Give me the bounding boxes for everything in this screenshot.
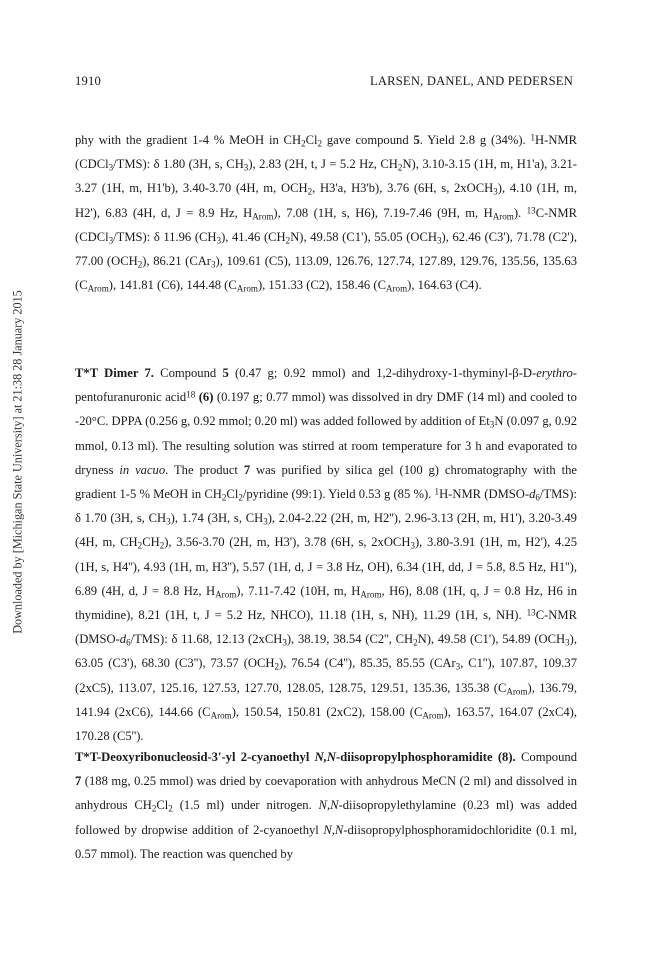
running-head: LARSEN, DANEL, AND PEDERSEN bbox=[369, 74, 573, 88]
page-number: 1910 bbox=[75, 74, 101, 88]
paragraph-dimer-7 bbox=[75, 361, 577, 748]
paragraph-text: phy with the gradient 1-4 % MeOH in $CH_2Cl_2$ gave compound 5. Yield 2.8 g (34%). $^1$H-NMR (CDCl$_3$/TMS): δ 1.80 (3H, s, $CH_3$), 2.83 (2H, t, J = 5.2 Hz, $CH_2N$), 3.10-3.15 (1H, m, H1'a), 3.21-3.27 (1H, m, H1'b), 3.40-3.70 (4H, m, $OCH_2$, H3'a, H3'b), 3.76 (6H, s, 2xOCH$_3$), 4.10 (1H, m, H2'), 6.83 (4H, d, J = 8.9 Hz, $H_{Arom}$), 7.08 (1H, s, H6), 7.19-7.46 (9H, m, $H_{Arom}$). $^{13}$C-NMR (CDCl$_3$/TMS): δ 11.96 $(CH_3)$, 41.46 $(CH_2N)$, 49.58 (C1'), 55.05 $(OCH_3)$, 62.46 (C3'), 71.78 (C2'), 77.00 $(OCH_2)$, 86.21 (CAr$_3$), 109.61 (C5), 113.09, 126.76, 127.74, 127.89, 129.76, 135.56, 135.63 $(C_{Arom})$, 141.81 (C6), 144.48 $(C_{Arom})$, 151.33 (C2), 158.46 $(C_{Arom})$, 164.63 (C4). bbox=[75, 132, 578, 294]
paragraph-text: T*T Dimer 7. Compound 5 (0.47 g; 0.92 mmol) and 1,2-dihydroxy-1-thyminyl-β-D-erythro-pentofuranuronic acid$^{18}$ (6) (0.197 g; 0.77 mmol) was dissolved in dry DMF (14 ml) and cooled to -20°C. DPPA (0.256 g, 0.92 mmol; 0.20 ml) was added followed by addition of $Et_3N$ (0.097 g, 0.92 mmol, 0.13 ml). The resulting solution was stirred at room temperature for 3 h and evaporated to dryness in vacuo. The product 7 was purified by silica gel (100 g) chromatography with the gradient 1-5 % MeOH in $CH_2Cl_2$/pyridine (99:1). Yield 0.53 g (85 %). $^1$H-NMR $(DMSO-d_6/TMS)$: δ 1.70 (3H, s, $CH_3$), 1.74 (3H, s, $CH_3$), 2.04-2.22 (2H, m, H2''), 2.96-3.13 (2H, m, H1'), 3.20-3.49 (4H, m, $CH_2CH_2$), 3.56-3.70 (2H, m, H3'), 3.78 (6H, s, 2xOCH$_3$), 3.80-3.91 (1H, m, H2'), 4.25 (1H, s, H4''), 4.93 (1H, m, H3''), 5.57 (1H, d, J = 3.8 Hz, OH), 6.34 (1H, dd, J = 5.8, 8.5 Hz, H1''), 6.89 (4H, d, J = 8.8 Hz, $H_{Arom}$), 7.11-7.42 (10H, m, $H_{Arom}$, H6), 8.08 (1H, q, J = 0.8 Hz, H6 in thymidine), 8.21 (1H, t, J = 5.2 Hz, NHCO), 11.18 (1H, s, NH), 11.29 (1H, s, NH). $^{13}$C-NMR $(DMSO-d_6/TMS)$: δ 11.68, 12.13 (2xCH$_3$), 38.19, 38.54 (C2'', $CH_2N$), 49.58 (C1'), 54.89 $(OCH_3)$, 63.05 (C3'), 68.30 (C3''), 73.57 $(OCH_2)$, 76.54 (C4''), 85.35, 85.55 (CAr$_3$, C1''), 107.87, 109.37 (2xC5), 113.07, 125.16, 127.53, 127.70, 128.05, 128.75, 129.51, 135.36, 135.38 $(C_{Arom})$, 136.79, 141.94 (2xC6), 144.66 $(C_{Arom})$, 150.54, 150.81 (2xC2), 158.00 $(C_{Arom})$, 163.57, 164.07 (2xC4), 170.28 (C5''). bbox=[75, 366, 578, 744]
paragraph-phosphoramidite-8 bbox=[75, 745, 577, 866]
download-watermark bbox=[6, 222, 30, 702]
paragraph-text: T*T-Deoxyribonucleosid-3'-yl 2-cyanoethyl N,N-diisopropylphosphoramidite (8). Compound 7 (188 mg, 0.25 mmol) was dried by coevaporation with anhydrous MeCN (2 ml) and dissolved in anhydrous $CH_2Cl_2$ (1.5 ml) under nitrogen. N,N-diisopropylethylamine (0.23 ml) was added followed by dropwise addition of 2-cyanoethyl N,N-diisopropylphosphoramidochloridite (0.1 ml, 0.57 mmol). The reaction was quenched by bbox=[75, 750, 577, 861]
paragraph-heading: T*T-Deoxyribonucleosid-3'-yl 2-cyanoethyl N,N-diisopropylphosphoramidite (8). bbox=[75, 750, 516, 764]
paragraph-compound-5-nmr bbox=[75, 128, 577, 297]
download-watermark-text: Downloaded by [Michigan State University] at 21:38 28 January 2015 bbox=[10, 290, 25, 634]
paragraph-heading: T*T Dimer 7. bbox=[75, 366, 154, 380]
page-header bbox=[75, 74, 573, 92]
